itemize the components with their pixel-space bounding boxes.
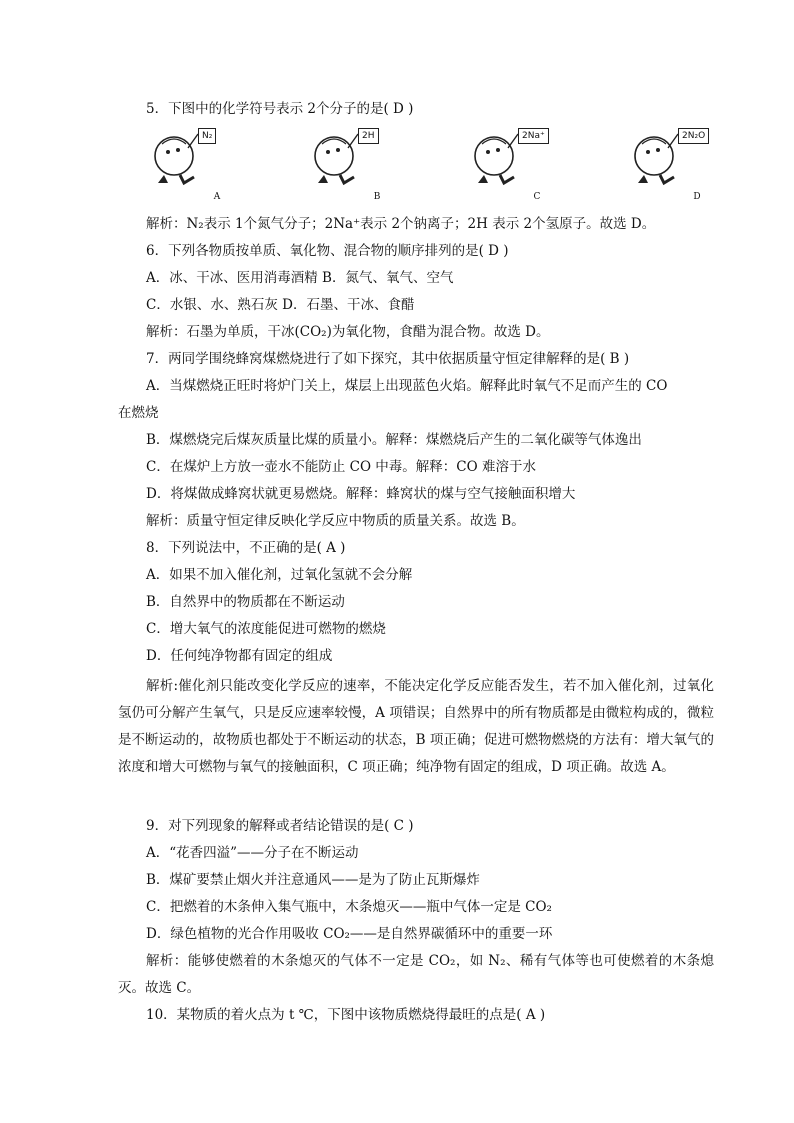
q8-analysis: 解析:催化剂只能改变化学反应的速率，不能决定化学反应能否发生，若不加入催化剂，过氧化氢仍可分解产生氧气，只是反应速率较慢，A 项错误；自然界中的所有物质都是由微粒构成的，微粒是不断运动的，故物质也都处于不断运动的状态，B 项正确；促进可燃物燃烧的方法有：增大氧气的浓度和增大可燃物与氧气的接触面积，C 项正确；纯净物有固定的组成，D 项正确。故选 A。 (118, 678, 714, 775)
chemical-symbol-tag: N₂ (198, 128, 216, 144)
q9-option-a: A．“花香四溢”——分子在不断运动 (146, 845, 359, 861)
q6-stem: 6．下列各物质按单质、氧化物、混合物的顺序排列的是( D ) (146, 243, 509, 259)
q9-analysis: 解析：能够使燃着的木条熄灭的气体不一定是 CO₂，如 N₂、稀有气体等也可使燃着的木条熄灭。故选 C。 (118, 953, 714, 996)
q9-option-c: C．把燃着的木条伸入集气瓶中，木条熄灭——瓶中气体一定是 CO₂ (146, 899, 552, 915)
figure-label: B (373, 192, 381, 202)
q7-analysis: 解析：质量守恒定律反映化学反应中物质的质量关系。故选 B。 (146, 513, 525, 529)
q8-option-b: B．自然界中的物质都在不断运动 (146, 594, 345, 610)
figure-b (310, 122, 400, 206)
q6-options-ab: A．冰、干冰、医用消毒酒精 B．氮气、氧气、空气 (146, 270, 454, 286)
q9-stem: 9．对下列现象的解释或者结论错误的是( C ) (146, 818, 414, 834)
q7-option-a: A．当煤燃烧正旺时将炉门关上，煤层上出现蓝色火焰。解释此时氧气不足而产生的 CO (146, 378, 668, 394)
q7-option-d: D．将煤做成蜂窝状就更易燃烧。解释：蜂窝状的煤与空气接触面积增大 (146, 486, 576, 502)
figure-d (630, 122, 720, 206)
q8-option-c: C．增大氧气的浓度能促进可燃物的燃烧 (146, 621, 386, 637)
figure-a (150, 122, 240, 206)
q5-analysis: 解析：N₂表示 1个氮气分子；2Na⁺表示 2个钠离子；2H 表示 2个氢原子。故选 D。 (146, 216, 656, 232)
q8-option-a: A．如果不加入催化剂，过氧化氢就不会分解 (146, 567, 413, 583)
q7-option-a-continued: 在燃烧 (118, 405, 159, 421)
figure-c (470, 122, 560, 206)
cartoon-molecule-icon (150, 122, 240, 192)
chemical-symbol-tag: 2Na⁺ (518, 128, 549, 144)
q7-option-c: C．在煤炉上方放一壶水不能防止 CO 中毒。解释：CO 难溶于水 (146, 459, 536, 475)
chemical-symbol-tag: 2N₂O (678, 128, 709, 144)
q9-option-b: B．煤矿要禁止烟火并注意通风——是为了防止瓦斯爆炸 (146, 872, 480, 888)
figure-label: C (533, 192, 541, 202)
q8-option-d: D．任何纯净物都有固定的组成 (146, 648, 333, 664)
q5-stem: 5．下图中的化学符号表示 2个分子的是( D ) (146, 101, 414, 117)
q7-stem: 7．两同学围绕蜂窝煤燃烧进行了如下探究，其中依据质量守恒定律解释的是( B ) (146, 351, 630, 367)
q8-stem: 8．下列说法中，不正确的是( A ) (146, 540, 346, 556)
q5-figure-row (150, 122, 710, 206)
q10-stem: 10．某物质的着火点为 t ℃，下图中该物质燃烧得最旺的点是( A ) (146, 1007, 546, 1023)
q6-analysis: 解析：石墨为单质，干冰(CO₂)为氧化物，食醋为混合物。故选 D。 (146, 324, 550, 340)
figure-label: A (213, 192, 221, 202)
figure-label: D (693, 192, 701, 202)
chemical-symbol-tag: 2H (358, 128, 379, 144)
q9-option-d: D．绿色植物的光合作用吸收 CO₂——是自然界碳循环中的重要一环 (146, 926, 553, 942)
q6-options-cd: C．水银、水、熟石灰 D．石墨、干冰、食醋 (146, 297, 415, 313)
q7-option-b: B．煤燃烧完后煤灰质量比煤的质量小。解释：煤燃烧后产生的二氧化碳等气体逸出 (146, 432, 642, 448)
cartoon-molecule-icon (310, 122, 400, 192)
